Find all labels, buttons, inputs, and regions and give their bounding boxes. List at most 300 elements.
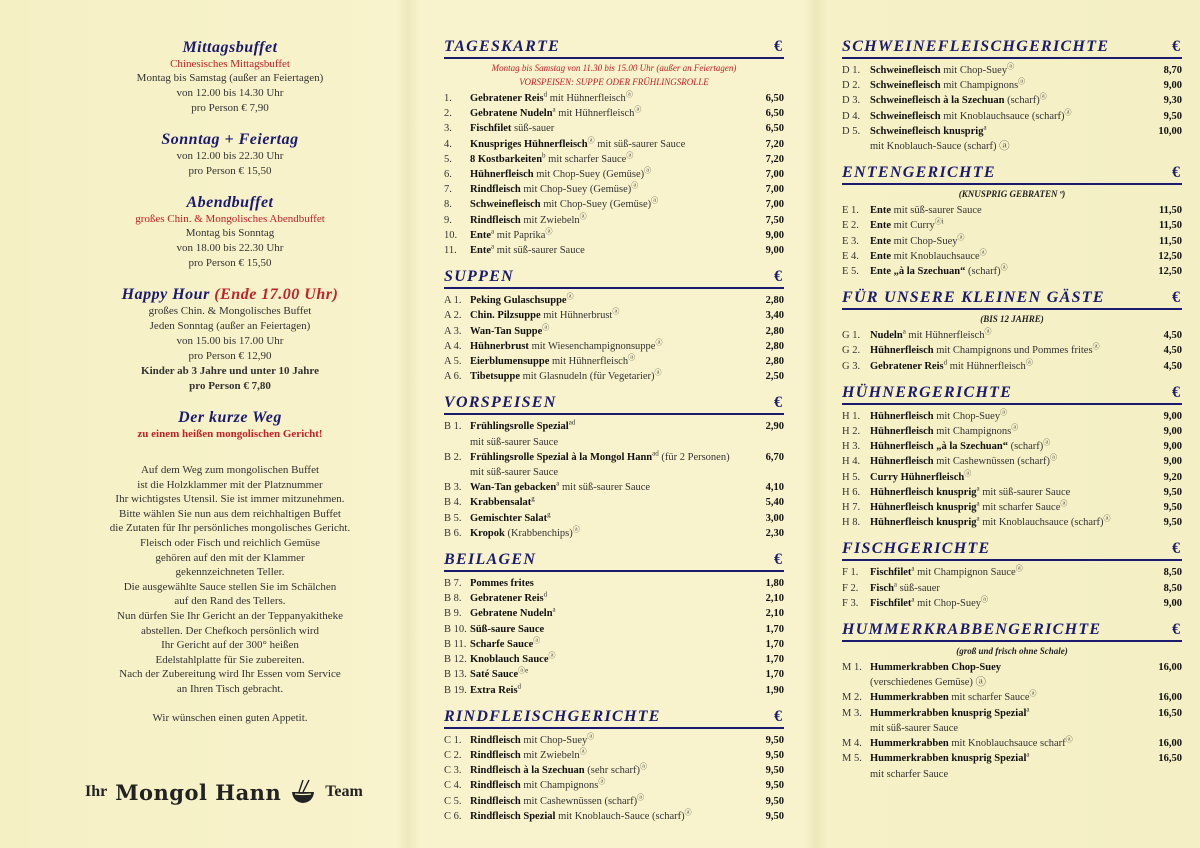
item-code: C 1. xyxy=(444,734,462,746)
item-price-spacer xyxy=(1138,767,1182,782)
item-code: H 7. xyxy=(842,502,861,514)
menu-item xyxy=(444,526,784,541)
item-name: Ente xyxy=(870,205,891,217)
item-name: Hummerkrabben knusprig Spezial xyxy=(870,707,1027,719)
item-code: 11. xyxy=(444,245,457,257)
kurzer-weg-block xyxy=(80,408,380,441)
item-code: G 3. xyxy=(842,360,861,372)
item-detail: (verschiedenes Gemüse) ⓐ xyxy=(870,677,987,689)
item-name: Fisch xyxy=(870,582,894,594)
item-detail: mit scharfer Sauce xyxy=(948,692,1030,704)
menu-section xyxy=(842,38,1182,154)
item-additive-note: ⓐ xyxy=(634,105,642,114)
item-price: 11,50 xyxy=(1158,220,1182,232)
item-description xyxy=(470,182,740,197)
item-additive-note: g xyxy=(547,510,551,519)
item-name: Frühlingsrolle Spezial à la Mongol Hann xyxy=(470,451,653,463)
item-description xyxy=(470,450,740,465)
item-detail: mit Chop-Suey (Gemüse) xyxy=(533,169,645,181)
item-name: Rindfleisch xyxy=(470,184,521,196)
item-description xyxy=(470,354,740,369)
item-detail: mit Wiesenchampignonsuppe xyxy=(528,340,656,352)
instructions-line xyxy=(80,697,380,712)
item-detail: mit süß-saurer Sauce xyxy=(594,138,686,150)
item-code-spacer xyxy=(842,721,870,736)
instructions-line: gehören auf den mit der Klammer xyxy=(155,551,305,564)
item-price: 7,00 xyxy=(765,169,784,181)
item-additive-note: a xyxy=(911,595,915,604)
menu-item xyxy=(444,324,784,339)
mittagsbuffet-days: Montag bis Samstag (außer an Feiertagen) xyxy=(136,72,324,84)
item-price: 1,70 xyxy=(765,654,784,666)
item-code: 4. xyxy=(444,138,452,150)
mittagsbuffet-title: Mittagsbuffet xyxy=(182,39,278,56)
item-price: 9,50 xyxy=(1163,517,1182,529)
item-price: 9,00 xyxy=(1163,426,1182,438)
item-code: D 4. xyxy=(842,110,861,122)
happy-hour-days: Jeden Sonntag (außer an Feiertagen) xyxy=(149,320,311,332)
item-description xyxy=(470,197,740,212)
item-description xyxy=(870,581,1138,596)
item-detail: (für 2 Personen) xyxy=(658,451,730,463)
item-name: Hühnerfleisch xyxy=(870,456,934,468)
item-price-spacer xyxy=(1138,139,1182,154)
item-price: 4,50 xyxy=(1163,330,1182,342)
menu-item xyxy=(842,515,1182,530)
item-additive-note: a xyxy=(976,499,980,508)
section-header xyxy=(842,540,1182,561)
mittagsbuffet-time: von 12.00 bis 14.30 Uhr xyxy=(176,87,284,99)
item-additive-note: ⓐi xyxy=(934,217,944,226)
section-header xyxy=(444,38,784,59)
happy-hour-label: Happy Hour xyxy=(121,286,210,303)
item-name: Scharfe Sauce xyxy=(470,638,534,650)
item-description xyxy=(470,480,740,495)
item-price: 16,00 xyxy=(1158,692,1182,704)
item-name: 8 Kostbarkeiten xyxy=(470,153,543,165)
item-code: H 3. xyxy=(842,441,861,453)
item-additive-note: a xyxy=(1026,750,1030,759)
item-price: 9,50 xyxy=(765,734,784,746)
item-detail: mit süß-saurer Sauce xyxy=(870,722,959,734)
item-detail: mit Knoblauch-Sauce (scharf) ⓐ xyxy=(870,141,1010,153)
item-price: 9,50 xyxy=(765,795,784,807)
item-description xyxy=(870,264,1138,279)
euro-icon: € xyxy=(1172,164,1180,182)
item-price: 6,50 xyxy=(765,93,784,104)
menu-item xyxy=(842,581,1182,596)
item-price: 7,20 xyxy=(765,138,784,150)
item-name: Ente xyxy=(870,220,891,232)
item-detail: mit Hühnerbrust xyxy=(540,310,613,322)
item-additive-note: ⓐe xyxy=(518,666,529,675)
instructions-line: Auf dem Weg zum mongolischen Buffet xyxy=(140,464,320,476)
item-additive-note: ⓐ xyxy=(1060,499,1068,508)
item-code: H 1. xyxy=(842,410,861,422)
item-code: 10. xyxy=(444,229,458,241)
item-name: Krabbensalat xyxy=(470,497,532,509)
item-code: H 2. xyxy=(842,426,861,438)
item-description xyxy=(470,106,740,121)
section-title: RINDFLEISCHGERICHTE xyxy=(444,707,661,725)
item-price-spacer xyxy=(740,465,784,480)
item-price: 7,00 xyxy=(765,184,784,196)
item-code: 3. xyxy=(444,123,452,135)
item-code: B 11. xyxy=(444,638,467,650)
item-name: Hühnerfleisch knusprig xyxy=(870,502,977,514)
menu-item xyxy=(842,93,1182,108)
item-additive-note: a xyxy=(902,327,906,336)
item-name: Hummerkrabben knusprig Spezial xyxy=(870,753,1027,765)
item-name: Fischfilet xyxy=(870,567,912,579)
item-detail: mit Chop-Suey (Gemüse) xyxy=(520,184,632,196)
happy-hour-time: von 15.00 bis 17.00 Uhr xyxy=(176,335,284,347)
item-description xyxy=(870,690,1138,705)
item-price: 2,10 xyxy=(765,608,784,620)
item-description xyxy=(870,706,1138,721)
item-additive-note: ⓐ xyxy=(626,151,634,160)
item-code: 8. xyxy=(444,199,452,211)
menu-item xyxy=(444,293,784,308)
item-description xyxy=(870,359,1138,374)
euro-icon: € xyxy=(1172,621,1180,639)
menu-item xyxy=(444,137,784,152)
item-name: Gebratener Reis xyxy=(470,93,544,104)
item-additive-note: ⓐ xyxy=(548,651,556,660)
euro-icon: € xyxy=(774,268,782,286)
section-title: FÜR UNSERE KLEINEN GÄSTE xyxy=(842,289,1105,307)
item-description xyxy=(870,439,1138,454)
item-description xyxy=(870,485,1138,500)
item-additive-note: ad xyxy=(568,418,576,427)
menu-item xyxy=(842,109,1182,124)
item-name: Schweinefleisch xyxy=(870,65,941,76)
section-header xyxy=(444,268,784,289)
menu-section xyxy=(444,38,784,258)
item-additive-note: ⓐ xyxy=(545,227,553,236)
item-additive-note: ⓐ xyxy=(1064,108,1072,117)
menu-item xyxy=(842,470,1182,485)
instructions-line: Nun dürfen Sie Ihr Gericht an der Teppanyakitheke xyxy=(117,609,343,622)
menu-item xyxy=(444,809,784,824)
item-detail: mit Knoblauch-Sauce (scharf) xyxy=(555,810,685,822)
item-price: 4,10 xyxy=(765,482,784,494)
section-title: TAGESKARTE xyxy=(444,38,561,55)
menu-item xyxy=(842,218,1182,233)
item-price: 4,50 xyxy=(1163,360,1182,372)
item-description xyxy=(870,515,1138,530)
item-additive-note: ⓐ xyxy=(631,181,639,190)
item-description xyxy=(870,328,1138,343)
item-code: 6. xyxy=(444,169,452,181)
instructions-line: auf den Rand des Tellers. xyxy=(174,595,286,608)
section-header xyxy=(842,289,1182,310)
item-detail: mit Chop-Suey xyxy=(914,597,982,609)
item-name: Eierblumensuppe xyxy=(470,356,550,368)
item-additive-note: ⓐ xyxy=(587,136,595,145)
item-detail: mit Glasnudeln (für Vegetarier) xyxy=(520,371,655,383)
item-code: 9. xyxy=(444,214,452,226)
item-additive-note: ⓐ xyxy=(1039,92,1047,101)
item-description xyxy=(470,763,740,778)
kurzer-weg-title: Der kurze Weg xyxy=(178,409,282,426)
item-price: 9,50 xyxy=(765,765,784,777)
menu-item xyxy=(842,264,1182,279)
item-name: Fischfilet xyxy=(870,597,912,609)
item-detail: mit Knoblauchsauce scharf xyxy=(948,738,1066,750)
item-name: Hühnerfleisch knusprig xyxy=(870,486,977,498)
item-additive-note: a xyxy=(911,564,915,573)
item-additive-note: ⓐ xyxy=(598,777,606,786)
item-detail: mit Chop-Suey xyxy=(891,235,958,247)
item-price-spacer xyxy=(1138,675,1182,690)
item-description xyxy=(470,152,740,167)
item-additive-note: d xyxy=(943,358,948,367)
sonntag-time: von 12.00 bis 22.30 Uhr xyxy=(176,150,284,162)
item-code: M 1. xyxy=(842,662,862,674)
item-additive-note: ⓐ xyxy=(1018,77,1026,86)
item-additive-note: d xyxy=(543,90,548,99)
instructions-line: gekennzeichneten Teller. xyxy=(175,566,285,579)
abendbuffet-title: Abendbuffet xyxy=(186,194,274,211)
menu-item xyxy=(444,354,784,369)
item-detail: mit Knoblauchsauce (scharf) xyxy=(940,110,1065,122)
menu-section xyxy=(842,621,1182,782)
happy-hour-buffet: großes Chin. & Mongolisches Buffet xyxy=(148,305,312,317)
item-additive-note: g xyxy=(531,494,535,503)
menu-item-continuation xyxy=(842,767,1182,782)
item-description xyxy=(870,343,1138,358)
item-price: 9,50 xyxy=(1163,110,1182,122)
menu-item xyxy=(444,369,784,384)
item-description xyxy=(470,293,740,308)
item-additive-note: ⓐ xyxy=(1043,438,1051,447)
item-code: E 1. xyxy=(842,205,859,217)
instructions-line: Bitte wählen Sie nun aus dem reichhaltigen Buffet xyxy=(119,507,341,520)
item-code-spacer xyxy=(444,435,470,450)
menu-item xyxy=(444,121,784,136)
item-code: F 3. xyxy=(842,597,859,609)
menu-item-continuation xyxy=(444,435,784,450)
item-code: G 1. xyxy=(842,330,861,342)
menu-item-continuation xyxy=(842,675,1182,690)
item-name: Schweinefleisch xyxy=(870,110,941,122)
item-description xyxy=(870,500,1138,515)
abendbuffet-price: pro Person € 15,50 xyxy=(188,257,272,269)
item-description xyxy=(870,63,1138,78)
menu-column-middle xyxy=(444,38,784,834)
item-detail: (scharf) xyxy=(1004,95,1040,107)
item-price: 9,50 xyxy=(1163,502,1182,514)
euro-icon: € xyxy=(1172,383,1180,401)
item-price: 2,30 xyxy=(765,527,784,539)
item-description xyxy=(870,234,1138,249)
section-note: (groß und frisch ohne Schale) xyxy=(956,646,1068,657)
item-description xyxy=(470,748,740,763)
instructions-line: Ihr Gericht auf der 300° heißen xyxy=(161,639,299,652)
item-description xyxy=(870,751,1138,766)
item-detail: mit Chop-Suey xyxy=(933,410,1001,422)
item-additive-note: a xyxy=(491,242,495,251)
abendbuffet-time: von 18.00 bis 22.30 Uhr xyxy=(176,242,284,254)
item-name: Knoblauch Sauce xyxy=(470,654,549,666)
item-additive-note: ⓐ xyxy=(1025,358,1033,367)
menu-item xyxy=(842,78,1182,93)
item-description xyxy=(470,683,740,698)
instructions-text xyxy=(80,463,380,726)
item-price: 2,80 xyxy=(765,356,784,368)
menu-item xyxy=(842,596,1182,611)
menu-item xyxy=(842,234,1182,249)
item-code: D 3. xyxy=(842,95,861,107)
item-price: 7,50 xyxy=(765,214,784,226)
item-name: Pommes frites xyxy=(470,578,534,590)
item-name: Hühnerfleisch xyxy=(870,345,934,357)
menu-item xyxy=(842,485,1182,500)
item-additive-note: ⓐ xyxy=(957,233,965,242)
item-description xyxy=(470,495,740,510)
menu-item xyxy=(842,690,1182,705)
item-code: A 4. xyxy=(444,340,462,352)
item-detail: mit süß-saurer Sauce xyxy=(470,436,559,448)
item-price: 9,00 xyxy=(1163,80,1182,92)
item-price-spacer xyxy=(1138,721,1182,736)
item-detail: süß-sauer xyxy=(511,123,555,135)
menu-item xyxy=(444,652,784,667)
buffet-column xyxy=(80,38,380,726)
item-price: 9,50 xyxy=(1163,486,1182,498)
item-code: A 3. xyxy=(444,325,462,337)
kurzer-weg-subtitle: zu einem heißen mongolischen Gericht! xyxy=(137,428,323,440)
menu-item xyxy=(444,167,784,182)
menu-item xyxy=(842,439,1182,454)
instructions-line: Wir wünschen einen guten Appetit. xyxy=(152,712,308,725)
menu-section xyxy=(842,384,1182,531)
section-title: HUMMERKRABBENGERICHTE xyxy=(842,621,1102,639)
menu-section xyxy=(444,394,784,541)
item-description xyxy=(470,637,740,652)
instructions-line: an Ihren Tisch gebracht. xyxy=(176,682,284,695)
item-code: D 1. xyxy=(842,65,861,76)
item-additive-note: ⓐ xyxy=(984,327,992,336)
menu-item xyxy=(842,328,1182,343)
section-header xyxy=(842,38,1182,59)
menu-item xyxy=(842,565,1182,580)
item-description xyxy=(470,228,740,243)
item-name: Hühnerfleisch xyxy=(470,169,534,181)
item-code: B 4. xyxy=(444,497,462,509)
abendbuffet-days: Montag bis Sonntag xyxy=(185,227,275,239)
item-name: Hühnerfleisch xyxy=(870,426,934,438)
item-detail: mit scharfer Sauce xyxy=(979,502,1061,514)
section-title: HÜHNERGERICHTE xyxy=(842,383,1013,401)
item-code: B 10. xyxy=(444,623,467,635)
item-description xyxy=(470,121,740,136)
section-title: BEILAGEN xyxy=(444,551,537,569)
item-description xyxy=(870,660,1138,675)
item-price: 9,30 xyxy=(1163,95,1182,107)
instructions-line: Ihr wichtigstes Utensil. Sie ist immer mitzunehmen. xyxy=(115,493,345,506)
item-description xyxy=(870,203,1138,218)
euro-icon: € xyxy=(1172,289,1180,307)
menu-item xyxy=(842,343,1182,358)
item-name: Rindfleisch xyxy=(470,795,521,807)
menu-item xyxy=(444,197,784,212)
item-description xyxy=(470,243,740,258)
item-description xyxy=(470,622,740,637)
item-name: Curry Hühnerfleisch xyxy=(870,471,965,483)
menu-item xyxy=(444,667,784,682)
item-price: 9,00 xyxy=(1163,456,1182,468)
item-code: B 7. xyxy=(444,578,462,590)
item-price: 2,80 xyxy=(765,325,784,337)
item-name: Hummerkrabben Chop-Suey xyxy=(870,662,1001,674)
item-price: 8,50 xyxy=(1163,567,1182,579)
item-name: Chin. Pilzsuppe xyxy=(470,310,541,322)
menu-item xyxy=(444,637,784,652)
team-label: Team xyxy=(325,783,363,800)
item-additive-note: ⓐ xyxy=(1092,342,1100,351)
menu-item xyxy=(842,660,1182,675)
item-price: 9,00 xyxy=(765,245,784,257)
item-name: Tibetsuppe xyxy=(470,371,520,383)
item-code: D 2. xyxy=(842,80,861,92)
item-additive-note: ⓐ xyxy=(612,307,620,316)
item-description xyxy=(470,809,740,824)
item-price: 2,50 xyxy=(765,371,784,383)
instructions-line: Die ausgewählte Sauce stellen Sie im Schälchen xyxy=(123,580,337,593)
item-price: 9,00 xyxy=(765,229,784,241)
item-detail: süß-sauer xyxy=(897,582,940,594)
item-description xyxy=(870,596,1138,611)
item-name: Schweinefleisch xyxy=(870,80,941,92)
sonntag-block xyxy=(80,130,380,179)
item-additive-note: ⓐ xyxy=(587,732,595,741)
item-name: Hummerkrabben xyxy=(870,692,949,704)
item-description xyxy=(470,606,740,621)
item-description xyxy=(470,794,740,809)
item-additive-note: d xyxy=(543,590,548,599)
item-name: Hühnerfleisch „à la Szechuan“ xyxy=(870,441,1008,453)
item-name: Süß-saure Sauce xyxy=(470,623,545,635)
menu-item xyxy=(842,124,1182,139)
happy-hour-end: (Ende 17.00 Uhr) xyxy=(214,286,339,303)
item-name: Hummerkrabben xyxy=(870,738,949,750)
item-additive-note: ⓐ xyxy=(655,338,663,347)
item-name: Ente xyxy=(470,229,491,241)
item-code: H 4. xyxy=(842,456,861,468)
mittagsbuffet-price: pro Person € 7,90 xyxy=(191,102,269,114)
happy-hour-price: pro Person € 12,90 xyxy=(188,350,272,362)
item-name: Ente xyxy=(470,245,491,257)
item-additive-note: ⓐ xyxy=(579,747,587,756)
item-name: Wan-Tan Suppe xyxy=(470,325,543,337)
item-code-spacer xyxy=(444,465,470,480)
menu-item xyxy=(444,748,784,763)
item-detail: mit Cashewnüssen (scharf) xyxy=(933,456,1050,468)
item-name: Ente xyxy=(870,250,891,262)
item-price: 2,80 xyxy=(765,340,784,352)
item-detail: mit süß-saurer Sauce xyxy=(470,467,559,479)
item-name: Rindfleisch xyxy=(470,734,521,746)
section-note: (KNUSPRIG GEBRATEN ª) xyxy=(958,189,1066,200)
item-description xyxy=(470,526,740,541)
item-additive-note: ⓐ xyxy=(1015,564,1023,573)
item-description xyxy=(470,91,740,106)
item-additive-note: ⓐ xyxy=(628,353,636,362)
item-name: Ente „à la Szechuan“ xyxy=(870,266,966,278)
item-name: Ente xyxy=(870,235,891,247)
